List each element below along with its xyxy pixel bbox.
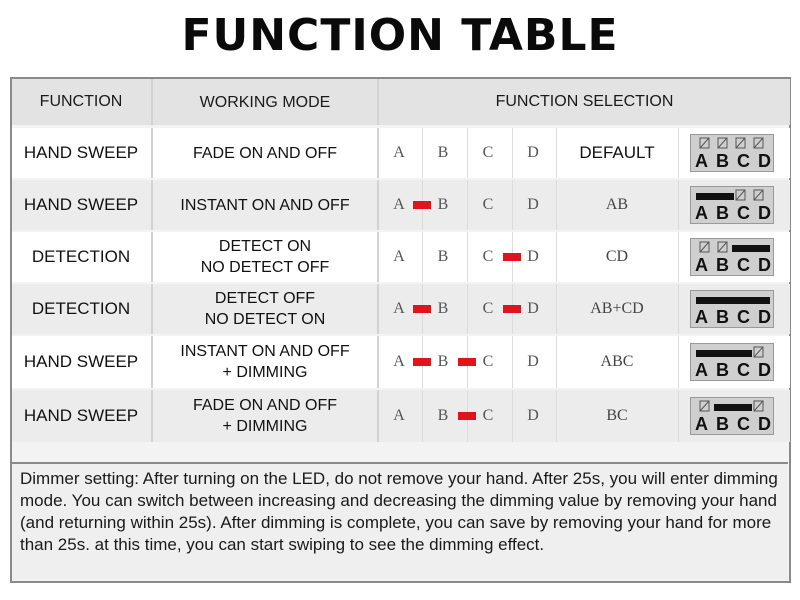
header-function-selection: FUNCTION SELECTION	[495, 93, 674, 110]
dip-switch-label: C	[737, 414, 750, 434]
row-working-mode	[153, 390, 377, 442]
dip-switch-label: C	[737, 307, 750, 327]
selection-code: CD	[605, 248, 629, 265]
mode-line-1: INSTANT ON AND OFF	[180, 343, 350, 360]
mode-line-2: + DIMMING	[222, 364, 308, 381]
connection-ab	[413, 305, 431, 313]
row-function: HAND SWEEP	[23, 406, 139, 425]
dip-switch-label: A	[695, 255, 708, 275]
table-header	[12, 79, 790, 125]
column-divider	[377, 284, 379, 334]
switch-letter-a: A	[393, 407, 405, 424]
switch-letter-b: B	[437, 353, 449, 370]
cell-divider	[467, 128, 468, 178]
dip-switch-label: B	[716, 360, 729, 380]
switch-letter-a: A	[393, 196, 405, 213]
selection-code: AB	[605, 196, 629, 213]
cell-divider	[678, 232, 679, 282]
dip-switch-icon	[690, 397, 774, 435]
cell-divider	[678, 336, 679, 388]
cell-divider	[422, 390, 423, 442]
switch-letter-c: C	[482, 144, 494, 161]
cell-divider	[422, 128, 423, 178]
dip-switch-icon	[690, 343, 774, 381]
switch-letter-d: D	[527, 196, 539, 213]
table-row	[12, 336, 790, 388]
dip-switch-label: A	[695, 203, 708, 223]
cell-divider	[678, 128, 679, 178]
connection-ab	[413, 201, 431, 209]
connection-cd	[503, 253, 521, 261]
row-function: HAND SWEEP	[23, 143, 139, 162]
table-row	[12, 180, 790, 230]
switch-letter-c: C	[482, 300, 494, 317]
dip-switch-icon	[690, 134, 774, 172]
dip-switch-icon	[690, 290, 774, 328]
dip-switch-label: A	[695, 360, 708, 380]
dip-switch-label: A	[695, 151, 708, 171]
cell-divider	[512, 180, 513, 230]
dip-switch-labels	[691, 414, 775, 435]
dip-switch-label: B	[716, 307, 729, 327]
mode-line-2: NO DETECT ON	[204, 311, 326, 328]
switch-letter-d: D	[527, 144, 539, 161]
row-working-mode	[153, 336, 377, 388]
column-divider	[377, 336, 379, 388]
dip-switch-label: C	[737, 255, 750, 275]
connection-bc	[458, 358, 476, 366]
row-working-mode	[153, 232, 377, 282]
cell-divider	[512, 128, 513, 178]
connection-ab	[413, 358, 431, 366]
mode-line-2: + DIMMING	[222, 418, 308, 435]
switch-letter-a: A	[393, 248, 405, 265]
cell-divider	[467, 232, 468, 282]
dip-switch-labels	[691, 255, 775, 276]
table-row	[12, 390, 790, 442]
cell-divider	[512, 390, 513, 442]
column-divider	[377, 128, 379, 178]
mode-line-1: DETECT ON	[218, 238, 312, 255]
switch-letter-d: D	[527, 353, 539, 370]
dip-switch-label: C	[737, 360, 750, 380]
page-title: FUNCTION TABLE	[181, 10, 619, 61]
dip-switch-label: D	[758, 360, 771, 380]
row-working-mode	[153, 128, 377, 178]
cell-divider	[422, 232, 423, 282]
dip-switch-label: A	[695, 307, 708, 327]
row-function: HAND SWEEP	[23, 195, 139, 214]
dip-switch-icon	[690, 238, 774, 276]
dip-switch-label: B	[716, 414, 729, 434]
switch-letter-d: D	[527, 300, 539, 317]
row-function: HAND SWEEP	[23, 352, 139, 371]
cell-divider	[678, 180, 679, 230]
table-row	[12, 232, 790, 282]
column-divider	[377, 180, 379, 230]
selection-code: ABC	[600, 353, 634, 370]
dip-switch-label: B	[716, 203, 729, 223]
dip-switch-label: D	[758, 307, 771, 327]
dip-switch-label: C	[737, 151, 750, 171]
dip-switch-label: B	[716, 255, 729, 275]
dip-switch-labels	[691, 307, 775, 328]
mode-line-2: NO DETECT OFF	[200, 259, 330, 276]
switch-letter-c: C	[482, 248, 494, 265]
switch-letter-d: D	[527, 248, 539, 265]
cell-divider	[512, 336, 513, 388]
row-function: DETECTION	[31, 299, 131, 318]
switch-letter-b: B	[437, 196, 449, 213]
switch-letter-d: D	[527, 407, 539, 424]
dip-switch-label: C	[737, 203, 750, 223]
mode-line-1: INSTANT ON AND OFF	[180, 196, 350, 214]
switch-letter-a: A	[393, 144, 405, 161]
cell-divider	[678, 390, 679, 442]
dip-switch-labels	[691, 151, 775, 172]
switch-letter-a: A	[393, 300, 405, 317]
cell-divider	[467, 180, 468, 230]
selection-code: AB+CD	[590, 300, 644, 317]
table-row	[12, 284, 790, 334]
dip-switch-labels	[691, 203, 775, 224]
dip-switch-label: D	[758, 203, 771, 223]
cell-divider	[678, 284, 679, 334]
dimmer-setting-note: Dimmer setting: After turning on the LED, do not remove your hand. After 25s, you will enter dimming mode. You can switch between increasing and decreasing the dimming value by removing your hand (and returning within 25s). After dimming is complete, you can save by removing your hand for more than 25s. at this time, you can start swiping to see the dimming effect.	[12, 462, 788, 580]
dip-switch-icon	[690, 186, 774, 224]
connection-cd	[503, 305, 521, 313]
dip-switch-label: D	[758, 151, 771, 171]
row-function: DETECTION	[31, 247, 131, 266]
header-function: FUNCTION	[39, 93, 123, 110]
switch-letter-c: C	[482, 407, 494, 424]
switch-letter-c: C	[482, 196, 494, 213]
selection-code: BC	[606, 407, 628, 424]
mode-line-1: FADE ON AND OFF	[192, 144, 337, 162]
selection-code: DEFAULT	[579, 143, 655, 162]
table-row	[12, 128, 790, 178]
dip-switch-label: B	[716, 151, 729, 171]
column-divider	[377, 390, 379, 442]
switch-letter-b: B	[437, 248, 449, 265]
dip-switch-label: D	[758, 414, 771, 434]
switch-letter-b: B	[437, 407, 449, 424]
header-working-mode: WORKING MODE	[199, 93, 331, 111]
dip-switch-label: D	[758, 255, 771, 275]
row-working-mode	[153, 180, 377, 230]
switch-letter-b: B	[437, 144, 449, 161]
dip-switch-labels	[691, 360, 775, 381]
row-working-mode	[153, 284, 377, 334]
mode-line-1: DETECT OFF	[214, 290, 316, 307]
cell-divider	[467, 284, 468, 334]
column-divider	[377, 232, 379, 282]
mode-line-1: FADE ON AND OFF	[192, 397, 337, 414]
switch-letter-a: A	[393, 353, 405, 370]
switch-letter-b: B	[437, 300, 449, 317]
switch-letter-c: C	[482, 353, 494, 370]
dip-switch-label: A	[695, 414, 708, 434]
connection-bc	[458, 412, 476, 420]
